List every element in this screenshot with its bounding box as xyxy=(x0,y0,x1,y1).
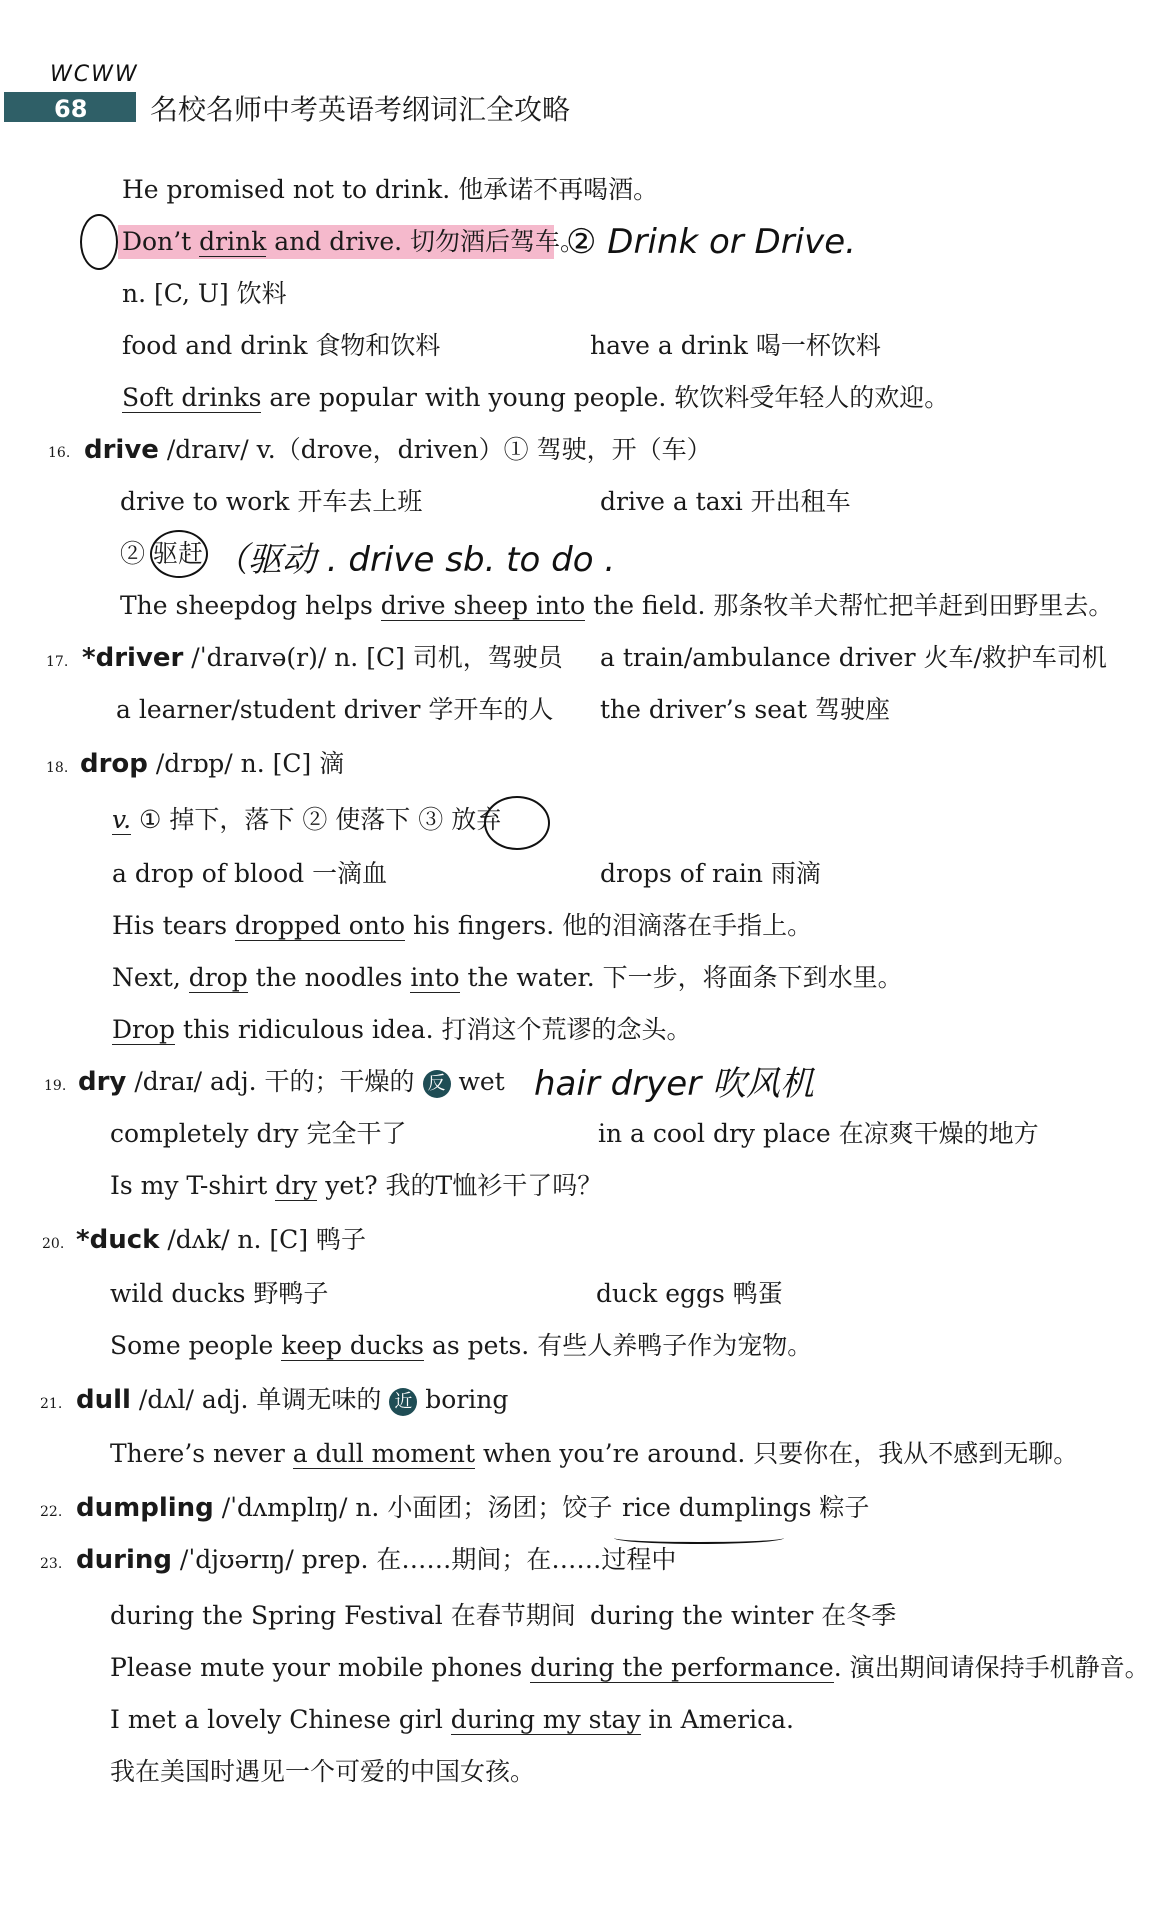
definition-text: 放弃 xyxy=(451,805,502,834)
headword: dull xyxy=(76,1385,131,1415)
underlined-phrase: dry xyxy=(275,1171,318,1200)
example-text: the noodles xyxy=(247,963,411,992)
definition-line xyxy=(122,278,287,310)
example-text: this ridiculous idea. 打消这个荒谬的念头。 xyxy=(175,1015,692,1044)
example-line xyxy=(110,1652,1150,1684)
entry-number: 19. xyxy=(44,1078,67,1094)
entry-definition: /draɪ/ adj. 干的；干燥的 xyxy=(126,1067,423,1096)
entry-headline xyxy=(78,1066,505,1098)
example-line xyxy=(110,1330,812,1362)
example-text: and drive. 切勿酒后驾车。 xyxy=(266,227,586,256)
example-text: yet? 我的T恤衫干了吗？ xyxy=(317,1171,603,1200)
handwritten-note: （驱动 . drive sb. to do . xyxy=(214,540,616,580)
collocation-right: the driver’s seat 驾驶座 xyxy=(600,695,890,724)
collocation-left: completely dry 完全干了 xyxy=(110,1119,407,1148)
example-line xyxy=(110,1704,794,1736)
handwritten-note: ② Drink or Drive. xyxy=(566,222,856,262)
example-text: I met a lovely Chinese girl xyxy=(110,1705,451,1734)
example-line xyxy=(122,226,585,258)
collocation-right: a train/ambulance driver 火车/救护车司机 xyxy=(600,643,1107,672)
underlined-phrase: into xyxy=(410,963,460,992)
entry-headline xyxy=(76,1384,508,1416)
entry-definition: /ˈdʌmplɪŋ/ n. 小面团；汤团；饺子 xyxy=(213,1493,613,1522)
entry-number: 18. xyxy=(46,760,69,776)
example-text: There’s never xyxy=(110,1439,293,1468)
synonym-word: boring xyxy=(417,1385,509,1414)
headword: drive xyxy=(84,435,159,465)
underlined-phrase: during my stay xyxy=(450,1705,641,1734)
collocation-right: drive a taxi 开出租车 xyxy=(600,487,851,516)
synonym-badge: 近 xyxy=(389,1388,417,1416)
collocation-left: a drop of blood 一滴血 xyxy=(112,859,388,888)
handwritten-scribble: WCWW xyxy=(50,62,139,87)
collocation-left: during the Spring Festival 在春节期间 xyxy=(110,1601,576,1630)
example-line xyxy=(120,590,1113,622)
example-text: Some people xyxy=(110,1331,282,1360)
headword: dumpling xyxy=(76,1493,214,1523)
sense-number: ② xyxy=(120,539,153,568)
handwritten-circle-mark xyxy=(150,530,208,578)
underlined-phrase: drive sheep into xyxy=(380,591,586,620)
headword: *duck xyxy=(76,1225,160,1255)
entry-headline xyxy=(76,1224,366,1256)
example-line xyxy=(110,1170,602,1202)
headword: drop xyxy=(80,749,148,779)
example-text: as pets. 有些人养鸭子作为宠物。 xyxy=(424,1331,813,1360)
example-text: The sheepdog helps xyxy=(120,591,381,620)
antonym-word: wet xyxy=(450,1067,505,1096)
example-text: Is my T-shirt xyxy=(110,1171,276,1200)
entry-headline xyxy=(76,1492,612,1524)
entry-definition: /drɒp/ n. [C] 滴 xyxy=(147,749,345,778)
example-translation: 我在美国时遇见一个可爱的中国女孩。 xyxy=(110,1757,536,1786)
entry-headline xyxy=(76,1544,676,1576)
example-text: the field. 那条牧羊犬帮忙把羊赶到田野里去。 xyxy=(585,591,1114,620)
headword: during xyxy=(76,1545,172,1575)
example-line xyxy=(122,382,949,414)
entry-definition: /dʌk/ n. [C] 鸭子 xyxy=(159,1225,367,1254)
entry-number: 22. xyxy=(40,1504,63,1520)
headword: dry xyxy=(78,1067,127,1097)
underlined-phrase: Drop xyxy=(112,1015,176,1044)
collocation-right: during the winter 在冬季 xyxy=(590,1601,897,1630)
book-title: 名校名师中考英语考纲词汇全攻略 xyxy=(150,93,571,126)
underlined-phrase: during the performance xyxy=(530,1653,834,1682)
underlined-phrase: drop xyxy=(188,963,248,992)
headword: *driver xyxy=(82,643,184,673)
handwritten-circle-mark xyxy=(80,214,118,270)
entry-number: 20. xyxy=(42,1236,65,1252)
antonym-badge: 反 xyxy=(423,1070,451,1098)
entry-definition: /ˈdjʊərɪŋ/ prep. 在……期间；在……过程中 xyxy=(171,1545,677,1574)
collocation-left: wild ducks 野鸭子 xyxy=(110,1279,329,1308)
example-text: Next, xyxy=(112,963,189,992)
example-text: Don’t xyxy=(122,227,200,256)
page-number: 68 xyxy=(54,95,88,123)
handwritten-circle-mark xyxy=(484,796,550,850)
handwritten-underline xyxy=(614,1532,784,1544)
collocation-right: duck eggs 鸭蛋 xyxy=(596,1279,783,1308)
example-line xyxy=(112,1014,692,1046)
example-text: . 演出期间请保持手机静音。 xyxy=(833,1653,1150,1682)
entry-number: 23. xyxy=(40,1556,63,1572)
definition-line xyxy=(112,804,501,836)
example-line xyxy=(110,1438,1078,1470)
collocation-left: a learner/student driver 学开车的人 xyxy=(116,695,554,724)
collocation-right: rice dumplings 粽子 xyxy=(622,1493,870,1522)
example-text: His tears xyxy=(112,911,236,940)
entry-headline xyxy=(82,642,563,674)
example-text: Please mute your mobile phones xyxy=(110,1653,531,1682)
handwritten-note: hair dryer 吹风机 xyxy=(534,1064,815,1104)
entry-number: 21. xyxy=(40,1396,63,1412)
entry-definition: /dʌl/ adj. 单调无味的 xyxy=(130,1385,390,1414)
collocation-right: have a drink 喝一杯饮料 xyxy=(590,331,881,360)
entry-headline xyxy=(84,434,712,466)
definition-text: ① 掉下，落下 ② 使落下 ③ xyxy=(131,805,452,834)
collocation-left: drive to work 开车去上班 xyxy=(120,487,423,516)
definition-text: n. [C, U] 饮料 xyxy=(122,279,287,308)
example-line xyxy=(122,174,658,206)
collocation-right: in a cool dry place 在凉爽干燥的地方 xyxy=(598,1119,1039,1148)
example-text: when you’re around. 只要你在，我从不感到无聊。 xyxy=(475,1439,1079,1468)
example-text: are popular with young people. 软饮料受年轻人的欢迎。 xyxy=(261,383,950,412)
example-text: his fingers. 他的泪滴落在手指上。 xyxy=(405,911,813,940)
example-text: in America. xyxy=(640,1705,794,1734)
part-of-speech: v. xyxy=(112,805,132,834)
underlined-phrase: Soft drinks xyxy=(122,383,262,412)
entry-headline xyxy=(80,748,344,780)
entry-number: 17. xyxy=(46,654,69,670)
underlined-phrase: a dull moment xyxy=(292,1439,476,1468)
collocation-left: food and drink 食物和饮料 xyxy=(122,331,441,360)
example-line xyxy=(112,910,812,942)
entry-definition: /ˈdraɪvə(r)/ n. [C] 司机，驾驶员 xyxy=(183,643,563,672)
underlined-phrase: drink xyxy=(199,227,267,256)
underlined-phrase: keep ducks xyxy=(281,1331,424,1360)
collocation-right: drops of rain 雨滴 xyxy=(600,859,821,888)
example-text: He promised not to drink. 他承诺不再喝酒。 xyxy=(122,175,659,204)
entry-number: 16. xyxy=(48,445,71,461)
example-line xyxy=(112,962,903,994)
definition-text: 驱赶 xyxy=(152,539,203,568)
entry-definition: /draɪv/ v.（drove，driven）① 驾驶，开（车） xyxy=(158,435,712,464)
underlined-phrase: dropped onto xyxy=(235,911,406,940)
example-text: the water. 下一步，将面条下到水里。 xyxy=(459,963,903,992)
